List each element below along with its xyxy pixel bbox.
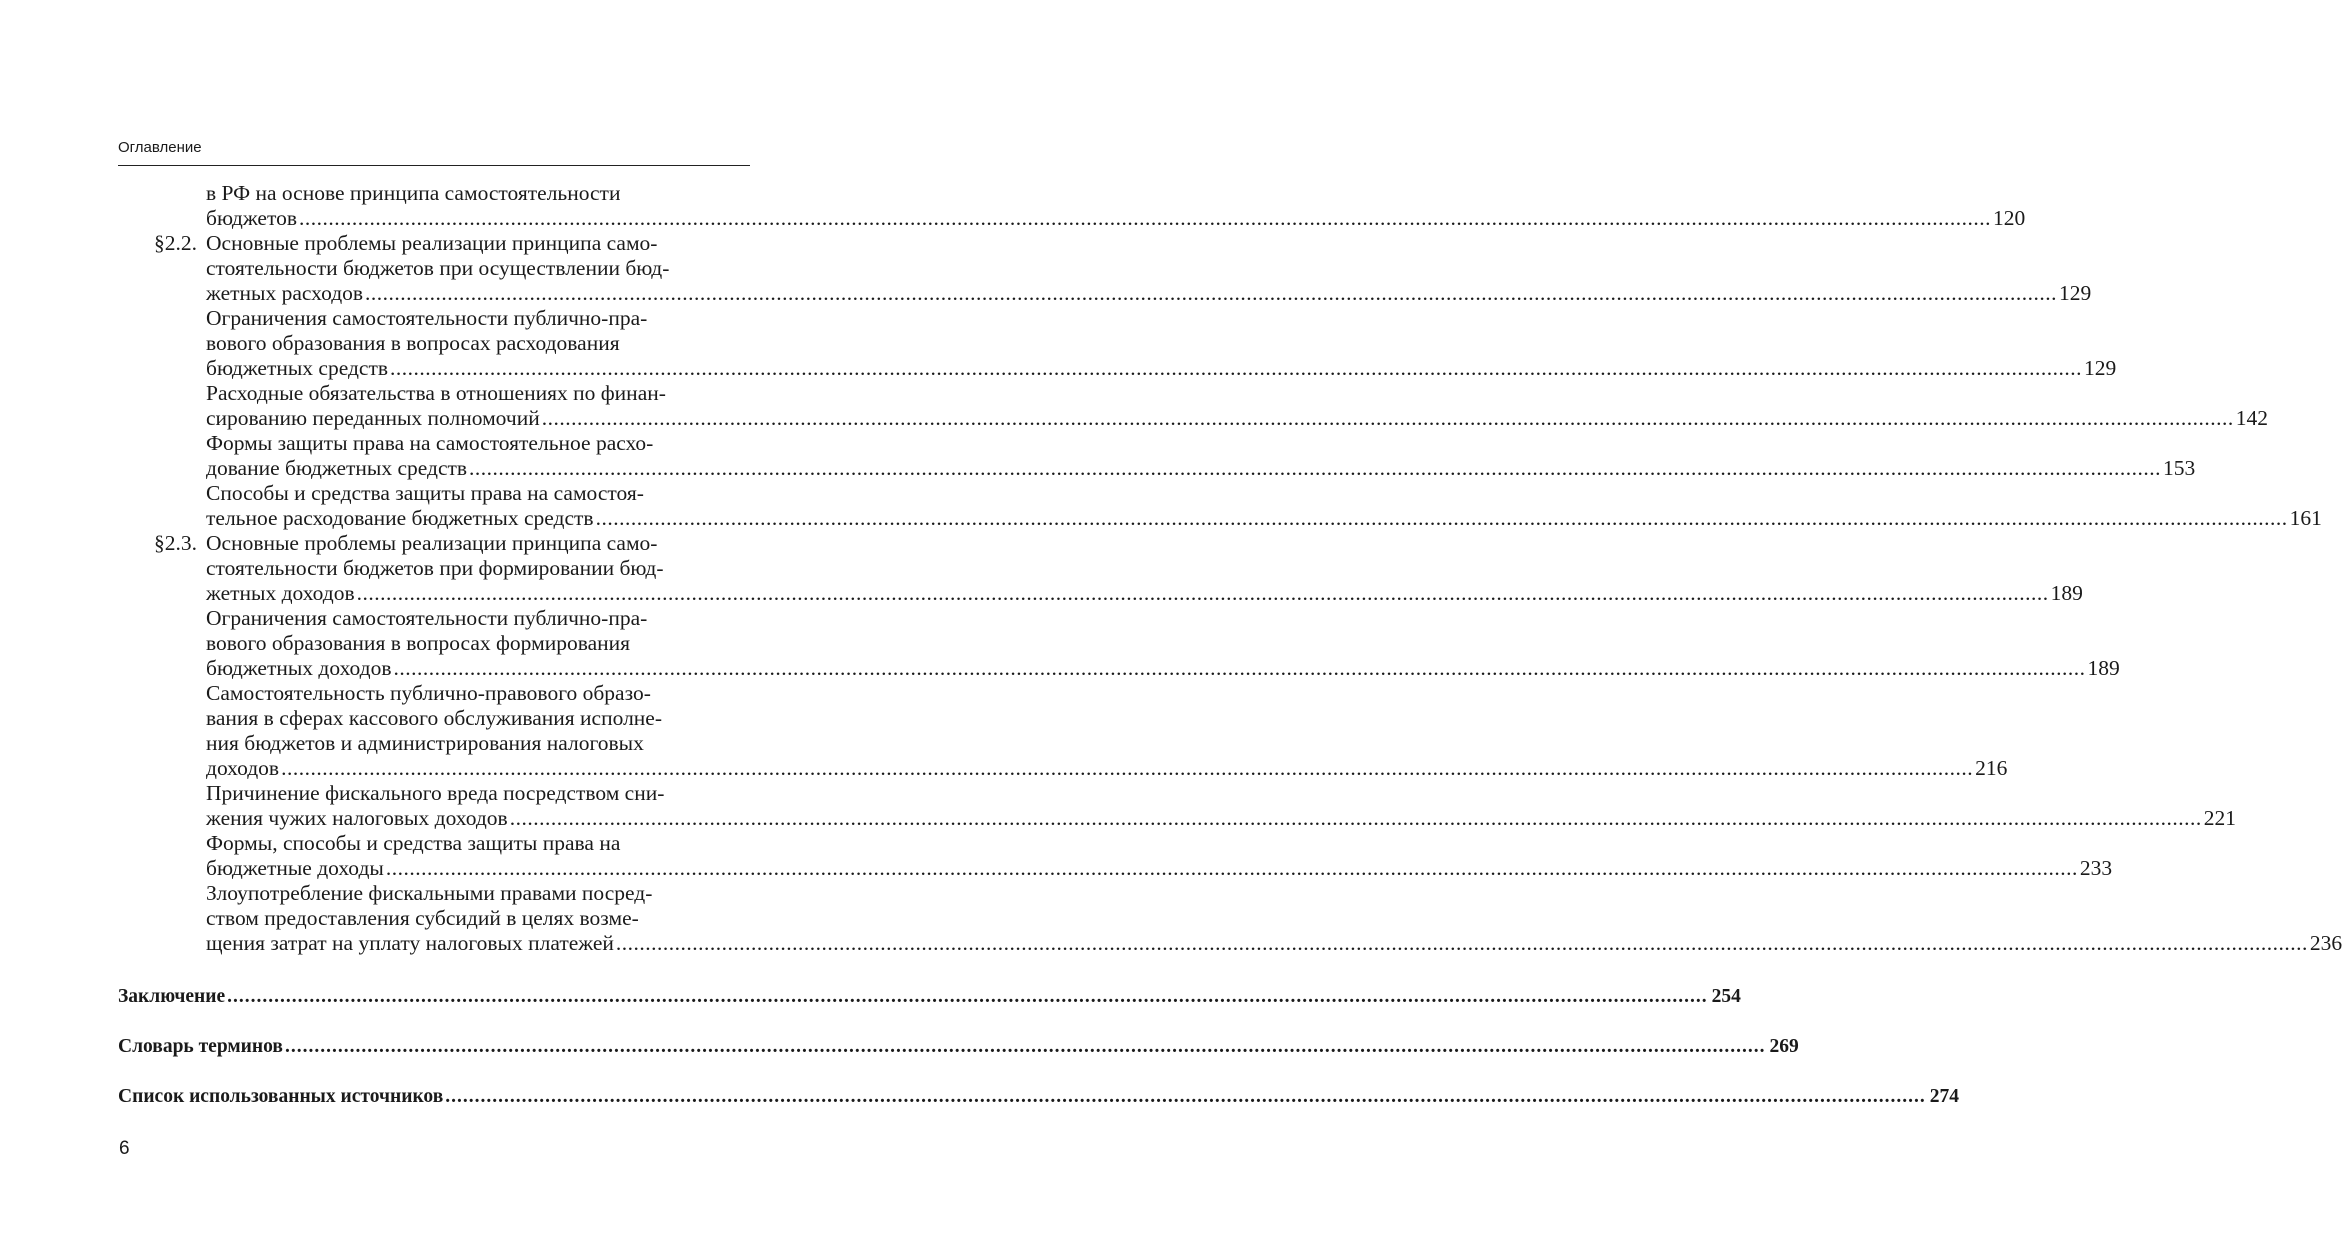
- toc-page: 221: [2203, 806, 2236, 830]
- toc-line: ством предоставления субсидий в целях возме-: [206, 906, 639, 930]
- toc-line: ния бюджетов и администрирования налоговых: [206, 731, 644, 755]
- leader-dots: [394, 656, 2086, 681]
- toc-section-2-3[interactable]: [118, 531, 2083, 606]
- toc-line: Формы защиты права на самостоятельное расхо-: [206, 431, 654, 455]
- leader-dots: [227, 986, 1708, 1008]
- section-number: §2.3.: [154, 531, 197, 555]
- toc-line: Основные проблемы реализации принципа само-: [206, 531, 658, 555]
- toc-major-title: Словарь терминов: [118, 1036, 283, 1057]
- toc-line: бюджетов: [206, 206, 297, 230]
- toc-section-2-2[interactable]: [118, 231, 2092, 306]
- toc-page: 216: [1975, 756, 2008, 780]
- toc-line: Основные проблемы реализации принципа само-: [206, 231, 658, 255]
- toc-line: Злоупотребление фискальными правами посред-: [206, 881, 653, 905]
- toc-line: доходов: [206, 756, 280, 780]
- toc-line: вового образования в вопросах формирования: [206, 631, 631, 655]
- leader-dots: [365, 281, 2057, 306]
- toc-subsection[interactable]: [118, 381, 2268, 431]
- toc-line: Ограничения самостоятельности публично-пра-: [206, 606, 648, 630]
- leader-dots: [510, 806, 2202, 831]
- toc-line: Причинение фискального вреда посредством сни-: [206, 781, 665, 805]
- toc-line: стоятельности бюджетов при осуществлении бюд-: [206, 256, 670, 280]
- toc-line: бюджетных средств: [206, 356, 389, 380]
- leader-dots: [616, 931, 2308, 956]
- toc-line: вания в сферах кассового обслуживания исполне-: [206, 706, 663, 730]
- toc-line: стоятельности бюджетов при формировании бюд-: [206, 556, 664, 580]
- toc-page: 153: [2163, 456, 2196, 480]
- toc-page: 254: [1711, 986, 1741, 1007]
- toc-page: 189: [2087, 656, 2120, 680]
- toc-line: Самостоятельность публично-правового образо-: [206, 681, 651, 705]
- leader-dots: [390, 356, 2082, 381]
- toc-subsection[interactable]: [118, 881, 2342, 956]
- toc-line: Формы, способы и средства защиты права на: [206, 831, 621, 855]
- toc-glossary[interactable]: [118, 1036, 1799, 1058]
- toc-page: 129: [2084, 356, 2117, 380]
- toc-line: бюджетные доходы: [206, 856, 384, 880]
- toc-line: тельное расходование бюджетных средств: [206, 506, 594, 530]
- toc-page: 189: [2050, 581, 2083, 605]
- leader-dots: [285, 1036, 1766, 1058]
- toc-subsection[interactable]: [118, 481, 2322, 531]
- toc-line: жетных расходов: [206, 281, 364, 305]
- toc-subsection[interactable]: [118, 431, 2196, 481]
- toc-major-title: Заключение: [118, 986, 226, 1007]
- toc-subsection[interactable]: [118, 781, 2236, 831]
- toc-line: дование бюджетных средств: [206, 456, 468, 480]
- running-title: Оглавление: [118, 139, 202, 156]
- toc-line: Расходные обязательства в отношениях по финан-: [206, 381, 666, 405]
- leader-dots: [469, 456, 2161, 481]
- toc-subsection[interactable]: [118, 306, 2117, 381]
- toc-major-title: Список использованных источников: [118, 1086, 444, 1107]
- toc-page: 120: [1992, 206, 2026, 230]
- leader-dots: [445, 1086, 1926, 1108]
- leader-dots: [281, 756, 1973, 781]
- section-number: §2.2.: [154, 231, 197, 255]
- leader-dots: [357, 581, 2049, 606]
- toc-page: 161: [2289, 506, 2322, 530]
- leader-dots: [386, 856, 2078, 881]
- toc-page: 129: [2059, 281, 2092, 305]
- toc-references[interactable]: [118, 1086, 1959, 1108]
- toc-line: Способы и средства защиты права на самостоя-: [206, 481, 644, 505]
- toc-line: Ограничения самостоятельности публично-пра-: [206, 306, 648, 330]
- toc-page: 269: [1769, 1036, 1799, 1057]
- toc-line: жения чужих налоговых доходов: [206, 806, 508, 830]
- toc-subsection[interactable]: [118, 606, 2120, 681]
- toc-line: жетных доходов: [206, 581, 355, 605]
- toc-page: 142: [2235, 406, 2268, 430]
- toc-continuation[interactable]: [118, 181, 2026, 231]
- toc-page: 233: [2079, 856, 2113, 880]
- toc-line: сированию переданных полномочий: [206, 406, 540, 430]
- toc-line: вового образования в вопросах расходования: [206, 331, 620, 355]
- toc-line: щения затрат на уплату налоговых платежей: [206, 931, 614, 955]
- page-number: 6: [119, 1138, 130, 1159]
- toc-line: бюджетных доходов: [206, 656, 392, 680]
- toc-page: 236: [2309, 931, 2342, 955]
- table-of-contents: [118, 181, 2342, 956]
- leader-dots: [596, 506, 2288, 531]
- toc-subsection[interactable]: [118, 681, 2008, 781]
- toc-page: 274: [1929, 1086, 1959, 1107]
- toc-conclusion[interactable]: [118, 986, 1741, 1008]
- header-rule: [118, 165, 750, 166]
- leader-dots: [542, 406, 2234, 431]
- toc-line: в РФ на основе принципа самостоятельности: [206, 181, 621, 205]
- leader-dots: [299, 206, 1991, 231]
- toc-subsection[interactable]: [118, 831, 2113, 881]
